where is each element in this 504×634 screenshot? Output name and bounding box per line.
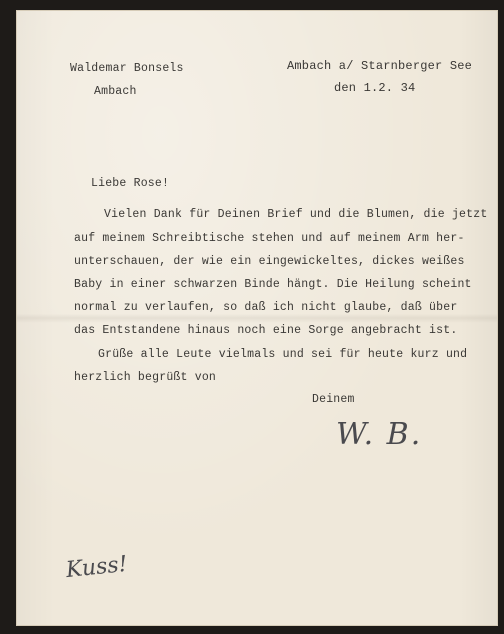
handwritten-note: Kuss! <box>64 551 129 584</box>
date-line: den 1.2. 34 <box>334 81 416 95</box>
body-line: Vielen Dank für Deinen Brief und die Blumen, die jetzt <box>104 208 488 221</box>
body-line: normal zu verlaufen, so daß ich nicht glaube, daß über <box>74 301 458 314</box>
signature: W. B. <box>336 417 423 452</box>
letterhead-place: Ambach <box>94 85 137 98</box>
body-line: auf meinem Schreibtische stehen und auf meinem Arm her- <box>74 232 465 245</box>
place-line: Ambach a/ Starnberger See <box>287 59 473 73</box>
salutation: Liebe Rose! <box>91 177 170 190</box>
body-line: das Entstandene hinaus noch eine Sorge angebracht ist. <box>74 324 458 337</box>
body-line: herzlich begrüßt von <box>74 371 217 384</box>
letter-sheet <box>16 10 498 626</box>
body-line: Baby in einer schwarzen Binde hängt. Die Heilung scheint <box>74 278 472 291</box>
letterhead-name: Waldemar Bonsels <box>70 62 184 75</box>
closing: Deinem <box>312 393 355 406</box>
body-line: unterschauen, der wie ein eingewickeltes, dickes weißes <box>74 255 465 268</box>
body-line: Grüße alle Leute vielmals und sei für heute kurz und <box>98 348 468 361</box>
